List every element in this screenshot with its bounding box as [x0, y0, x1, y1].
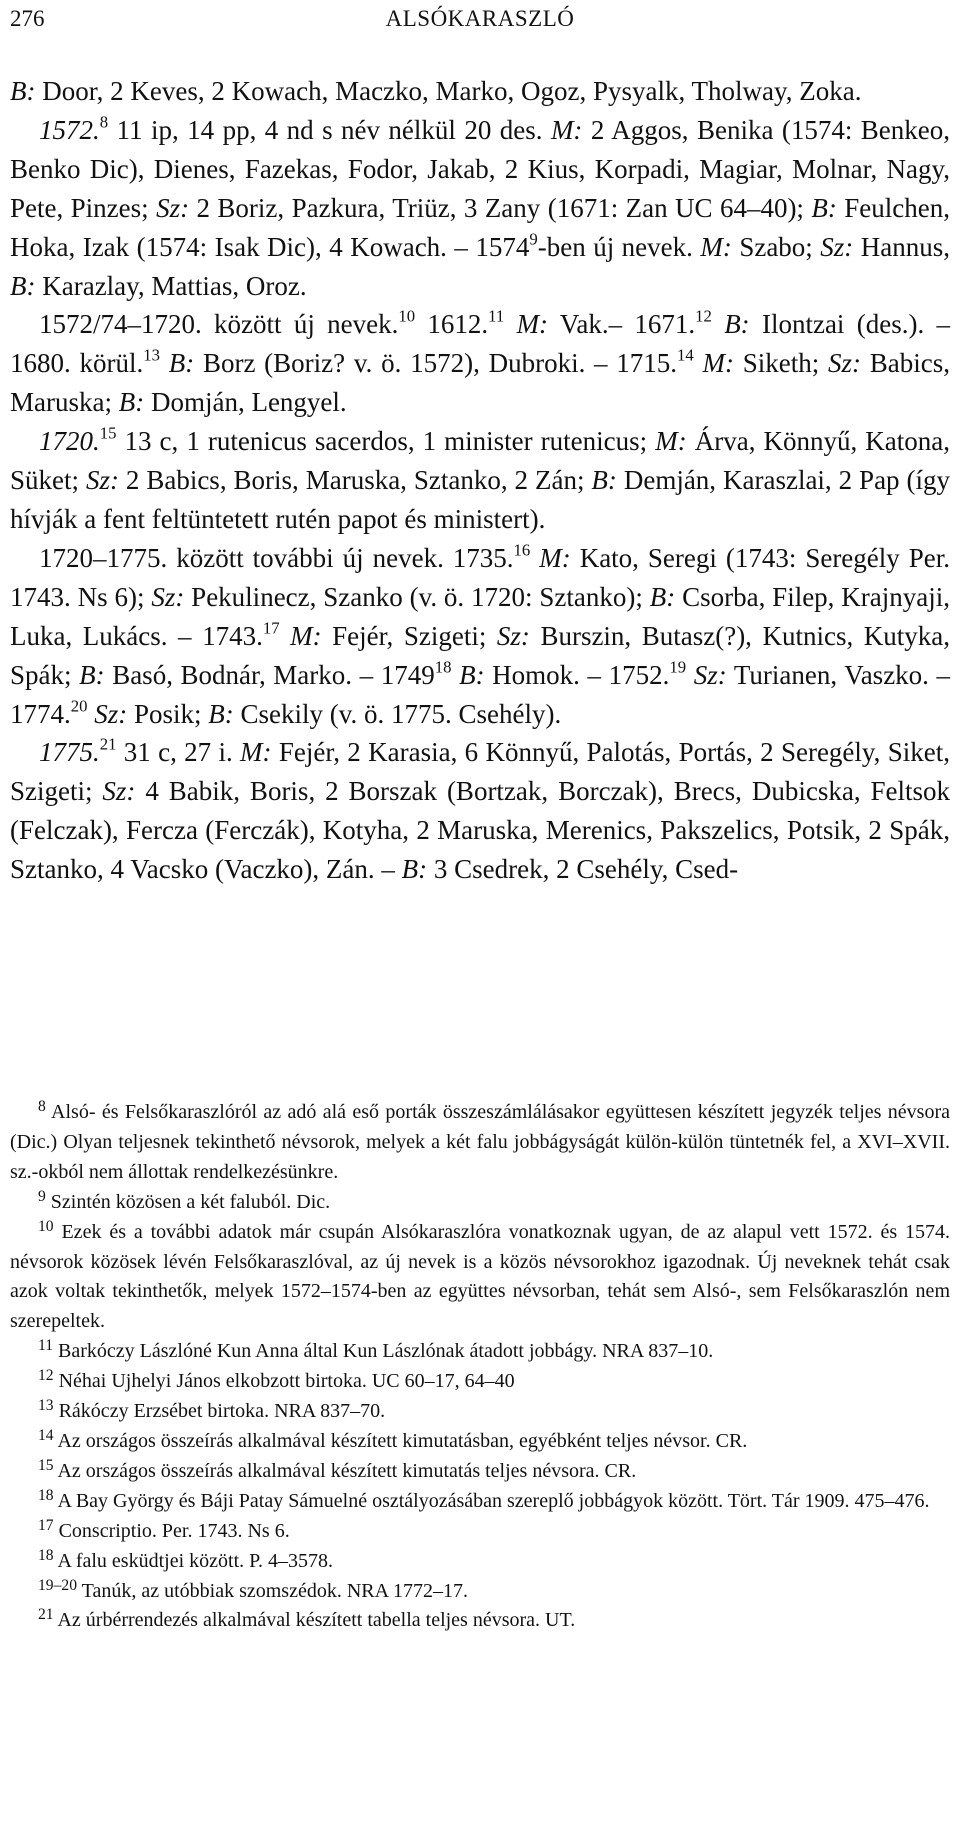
footnote-mark: 8	[38, 1097, 46, 1115]
paragraph-text	[530, 543, 539, 573]
paragraph-text: 2 Boriz, Pazkura, Triüz, 3 Zany (1671: Zan UC 64–40);	[189, 192, 812, 223]
paragraph-1775	[10, 733, 950, 889]
footnote-text: Ezek és a további adatok már csupán Alsókaraszlóra vonatkoznak ugyan, de az alapul vett 1572. és 1574. névsorok közösek lévén Felsőkaraszlóval, az új nevek is a közös névsorokhoz igazodnak. Új neveknek tehát csak azok voltak tekinthetők, melyek 1572–1574-ben az együttes névsorban, tehát sem Alsó-, sem Felsőkaraszlón nem szerepeltek.	[10, 1220, 950, 1333]
year-label: 1572.	[39, 114, 100, 145]
footnote-text: Az úrbérrendezés alkalmával készített tabella teljes névsora. UT.	[53, 1609, 576, 1632]
paragraph-text	[712, 309, 724, 339]
paragraph-text: Feulchen, Hoka, Izak (1574: Isak Dic), 4 Kowach. – 1574	[10, 192, 950, 262]
paragraph-text: Kato, Seregi (1743: Seregély Per. 1743. Ns 6);	[10, 542, 950, 612]
paragraph-text: Árva, Könnyű, Katona, Süket;	[10, 426, 950, 496]
footnote	[10, 1218, 950, 1338]
paragraph-text	[451, 660, 459, 690]
paragraph-text: Hannus,	[853, 231, 950, 262]
label-sz: Sz:	[496, 620, 530, 651]
footnote-ref: 17	[262, 617, 280, 637]
footnote-ref: 18	[434, 656, 452, 676]
label-b: B:	[724, 309, 750, 340]
footnote-mark: 9	[38, 1187, 46, 1205]
paragraph-text: 4 Babik, Boris, 2 Borszak (Bortzak, Borczak), Brecs, Dubicska, Feltsok (Felczak), Fercza (Ferczák), Kotyha, 2 Maruska, Merenics, Pakszelics, Potsik, 2 Spák, Sztanko, 4 Vacsko (Vaczko), Zán. –	[10, 776, 950, 885]
paragraph-1572	[10, 111, 950, 306]
paragraph-text: Homok. – 1752.	[484, 659, 670, 690]
footnote	[10, 1188, 950, 1218]
paragraph-text	[160, 348, 169, 378]
footnote-text: Az országos összeírás alkalmával készített kimutatás teljes névsora. CR.	[53, 1459, 637, 1482]
footnote-ref: 14	[677, 345, 694, 365]
footnote-text: Az országos összeírás alkalmával készített kimutatásban, egyébként teljes névsor. CR.	[53, 1429, 748, 1452]
paragraph-text: Siketh;	[734, 348, 828, 379]
footnote	[10, 1427, 950, 1457]
year-label: 1775.	[39, 737, 100, 768]
year-label: 1720.	[39, 426, 100, 457]
footnote-mark: 12	[38, 1367, 54, 1385]
footnote-mark: 11	[38, 1337, 54, 1355]
footnote-ref: 19	[669, 656, 687, 676]
label-b: B:	[10, 76, 36, 106]
footnote-text: Alsó- és Felsőkaraszlóról az adó alá eső porták összeszámlálásakor együttesen készített jegyzék teljes névsora (Dic.) Olyan teljesnek tekinthető névsorok, melyek a két falu jobbágyságát külön-külön tüntetnék fel, a XVI–XVII. sz.-okból nem állottak rendelkezésünkre.	[10, 1101, 950, 1183]
paragraph-text	[280, 621, 291, 651]
footnote-mark: 15	[38, 1456, 54, 1474]
footnote-ref: 8	[99, 112, 109, 132]
paragraph-text: Domján, Lengyel.	[144, 387, 347, 418]
label-sz: Sz:	[828, 348, 861, 379]
label-m: M:	[290, 620, 322, 651]
paragraph-text: 3 Csedrek, 2 Csehély, Csed-	[427, 854, 739, 885]
footnote	[10, 1337, 950, 1367]
footnote-ref: 15	[99, 423, 117, 443]
footnote	[10, 1547, 950, 1577]
paragraph-text: Fejér, 2 Karasia, 6 Könnyű, Palotás, Portás, 2 Seregély, Siket, Szigeti;	[10, 737, 950, 807]
paragraph-text: 2 Aggos, Benika (1574: Benkeo, Benko Dic), Dienes, Fazekas, Fodor, Jakab, 2 Kius, Korpadi, Magiar, Molnar, Nagy, Pete, Pinzes;	[10, 114, 951, 223]
label-b: B:	[118, 387, 145, 418]
footnote-mark: 18	[38, 1546, 54, 1564]
footnote-mark: 19–20	[38, 1576, 77, 1594]
label-m: M:	[240, 737, 272, 768]
footnotes	[10, 1098, 950, 1636]
footnote	[10, 1487, 950, 1517]
paragraph-text: Pekulinecz, Szanko (v. ö. 1720: Sztanko);	[184, 581, 650, 612]
paragraph-text: Csekily (v. ö. 1775. Csehély).	[233, 698, 562, 729]
footnote	[10, 1517, 950, 1547]
footnote-text: Szintén közösen a két faluból. Dic.	[45, 1190, 331, 1213]
paragraph-text: Fejér, Szigeti;	[321, 620, 497, 651]
main-text	[10, 72, 950, 889]
paragraph-text: Demján, Karaszlai, 2 Pap (így hívják a fent feltüntetett rutén papot és ministert).	[10, 465, 950, 534]
paragraph-text: Szabo;	[731, 231, 821, 262]
page-header	[10, 6, 950, 40]
label-m: M:	[700, 231, 732, 262]
label-sz: Sz:	[693, 659, 727, 690]
footnote-ref: 9	[529, 228, 538, 248]
footnote-ref: 13	[143, 345, 160, 365]
footnote-ref: 10	[398, 306, 416, 326]
paragraph-1720	[10, 422, 950, 539]
label-m: M:	[655, 426, 687, 457]
label-m: M:	[516, 309, 549, 340]
paragraph-text: 13 c, 1 rutenicus sacerdos, 1 minister rutenicus;	[116, 426, 656, 457]
paragraph-text: Ilontzai (des.). – 1680. körül.	[10, 309, 950, 379]
label-b: B:	[208, 698, 234, 729]
footnote-mark: 17	[38, 1516, 54, 1534]
footnote-ref: 21	[99, 734, 117, 754]
label-b: B:	[591, 465, 617, 496]
footnote-ref: 12	[695, 306, 712, 326]
footnote	[10, 1367, 950, 1397]
footnote-text: Tanúk, az utóbbiak szomszédok. NRA 1772–17.	[76, 1579, 468, 1602]
paragraph-text: 1612.	[415, 309, 489, 340]
footnote-text: Néhai Ujhelyi János elkobzott birtoka. UC 60–17, 64–40	[53, 1370, 515, 1393]
paragraph-text: 11 ip, 14 pp, 4 nd s név nélkül 20 des.	[108, 114, 551, 145]
label-b: B:	[459, 659, 485, 690]
paragraph-text: Borz (Boriz? v. ö. 1572), Dubroki. – 1715.	[194, 348, 678, 379]
page-number: 276	[10, 6, 45, 31]
footnote	[10, 1606, 950, 1636]
footnote	[10, 1577, 950, 1607]
label-m: M:	[702, 348, 735, 379]
label-sz: Sz:	[151, 581, 185, 612]
label-b: B:	[79, 659, 105, 690]
footnote	[10, 1397, 950, 1427]
label-m: M:	[550, 114, 583, 145]
footnote-mark: 18	[38, 1486, 54, 1504]
label-b: B:	[168, 348, 195, 379]
footnote	[10, 1098, 950, 1188]
paragraph-text: Karazlay, Mattias, Oroz.	[35, 270, 307, 301]
running-title: ALSÓKARASZLÓ	[385, 6, 575, 31]
paragraph-1572-1720	[10, 305, 950, 422]
label-b: B:	[401, 854, 428, 885]
footnote-mark: 14	[38, 1426, 54, 1444]
footnote-text: Conscriptio. Per. 1743. Ns 6.	[53, 1519, 290, 1542]
paragraph-text: Babics, Maruska;	[10, 348, 950, 418]
paragraph-text: Csorba, Filep, Krajnyaji, Luka, Lukács. – 1743.	[10, 581, 950, 651]
label-sz: Sz:	[156, 192, 190, 223]
footnote-mark: 21	[38, 1606, 54, 1624]
footnote	[10, 1457, 950, 1487]
label-sz: Sz:	[102, 776, 136, 807]
paragraph-text: Turianen, Vaszko. – 1774.	[10, 659, 951, 729]
label-b: B:	[649, 581, 676, 612]
footnote-mark: 10	[38, 1217, 54, 1235]
footnote-ref: 20	[70, 695, 88, 715]
paragraph-text	[686, 660, 694, 690]
label-m: M:	[539, 542, 571, 573]
footnote-ref: 11	[488, 306, 505, 326]
paragraph-text: Vak.– 1671.	[548, 309, 696, 340]
footnote-mark: 13	[38, 1397, 54, 1415]
footnote-ref: 16	[513, 540, 531, 560]
paragraph-names-b	[10, 72, 950, 111]
paragraph-text: 1572/74–1720. között új nevek.	[39, 309, 399, 340]
label-sz: Sz:	[85, 465, 119, 496]
paragraph-text: Basó, Bodnár, Marko. – 1749	[104, 659, 435, 690]
paragraph-text: 1720–1775. között további új nevek. 1735.	[39, 542, 514, 573]
label-sz: Sz:	[94, 698, 128, 729]
paragraph-text: -ben új nevek.	[537, 231, 701, 262]
paragraph-text: Posik;	[127, 698, 209, 729]
paragraph-text: 31 c, 27 i.	[116, 737, 241, 768]
paragraph-text: 2 Babics, Boris, Maruska, Sztanko, 2 Zán;	[118, 465, 592, 496]
footnote-text: A falu esküdtjei között. P. 4–3578.	[53, 1549, 334, 1572]
paragraph-text: Burszin, Butasz(?), Kutnics, Kutyka, Spák;	[10, 620, 950, 690]
paragraph-text	[504, 309, 516, 339]
label-b: B:	[811, 192, 837, 223]
paragraph-text	[694, 348, 703, 378]
paragraph-1720-1775	[10, 539, 950, 734]
label-sz: Sz:	[820, 231, 854, 262]
footnote-text: Barkóczy Lászlóné Kun Anna által Kun Lászlónak átadott jobbágy. NRA 837–10.	[53, 1340, 714, 1363]
footnote-text: A Bay György és Báji Patay Sámuelné osztályozásában szereplő jobbágyok között. Tört. Tár 1909. 475–476.	[53, 1489, 930, 1512]
footnote-text: Rákóczy Erzsébet birtoka. NRA 837–70.	[53, 1400, 386, 1423]
paragraph-text: Door, 2 Keves, 2 Kowach, Maczko, Marko, Ogoz, Pysyalk, Tholway, Zoka.	[35, 76, 862, 106]
label-b: B:	[10, 270, 36, 301]
